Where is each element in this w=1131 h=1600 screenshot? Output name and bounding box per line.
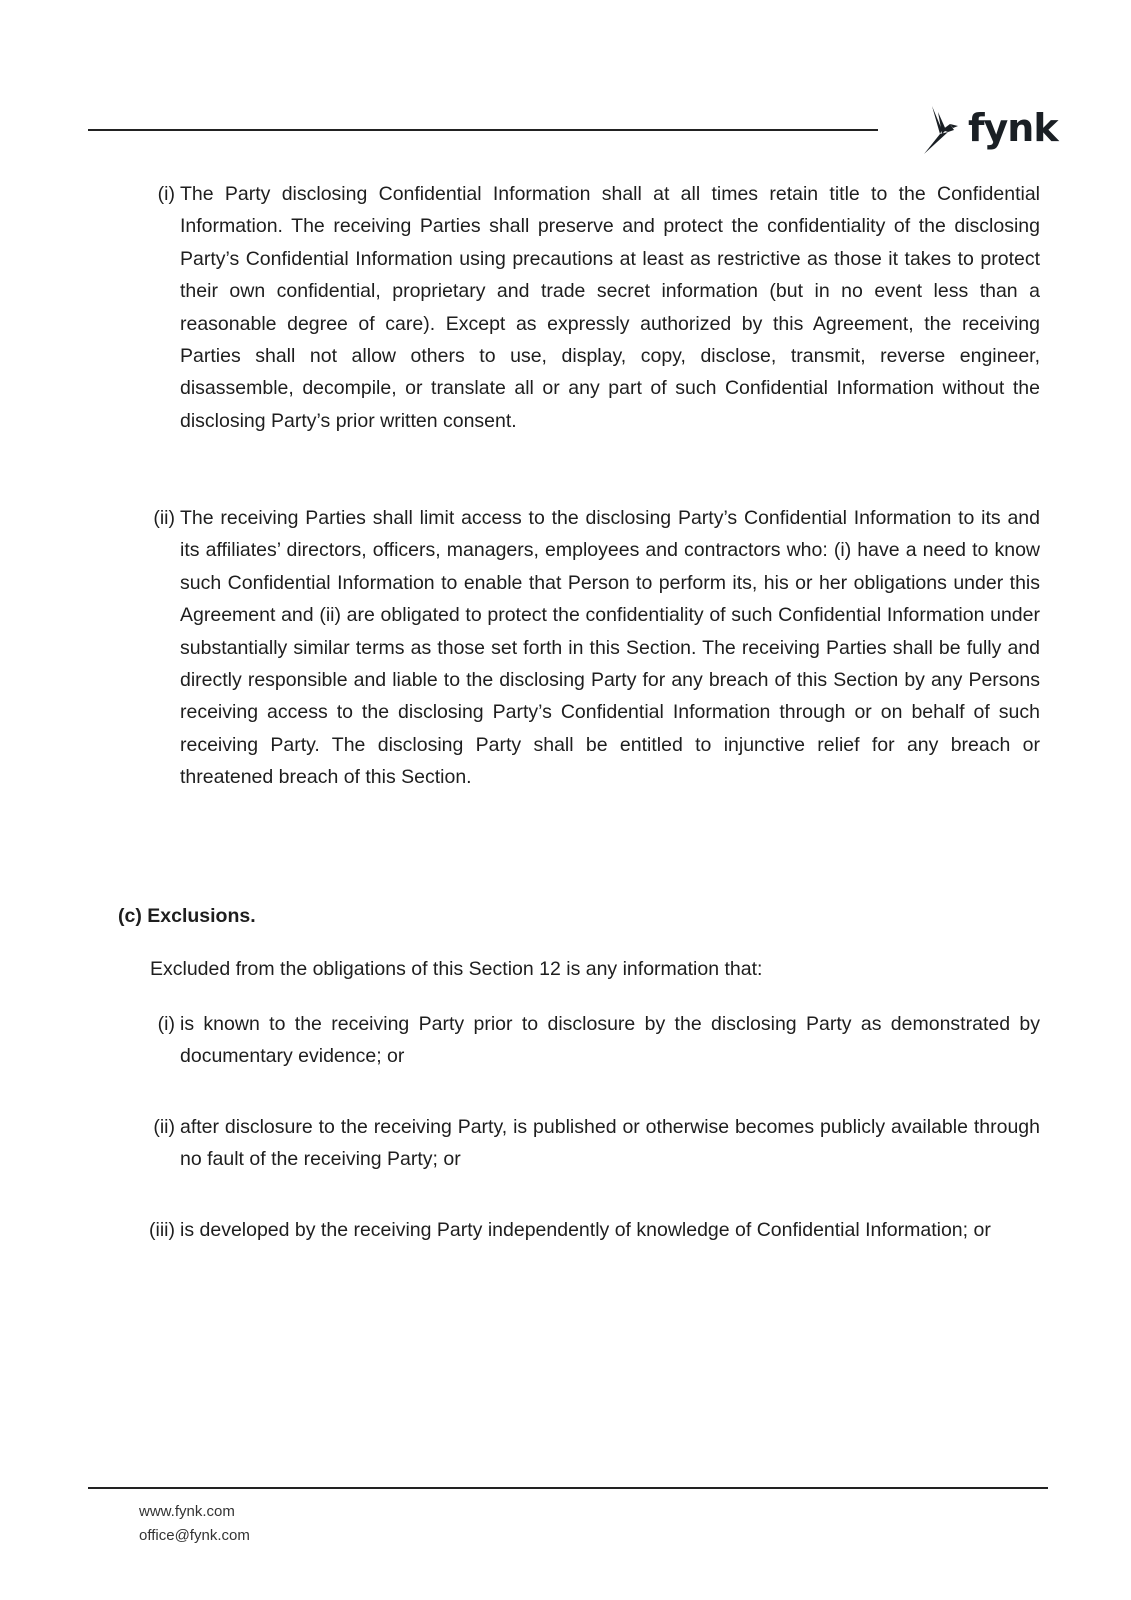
footer-divider: [88, 1487, 1048, 1489]
bird-icon: [920, 104, 966, 156]
footer-email[interactable]: office@fynk.com: [139, 1527, 250, 1544]
section-intro: Excluded from the obligations of this Section 12 is any information that:: [150, 958, 763, 980]
fynk-logo: [920, 104, 1058, 156]
item-marker: (ii): [153, 507, 175, 529]
clause-b-item-ii: The receiving Parties shall limit access to the disclosing Party’s Confidential Information to its and its affiliates’ directors, officers, managers, employees and contractors who: (i) have a need to know such Confidential Information to enable that Person to perform its, his or her obligations under this Agreement and (ii) are obligated to protect the confidentiality of such Confidential Information under substantially similar terms as those set forth in this Section. The receiving Parties shall be fully and directly responsible and liable to the disclosing Party for any breach of this Section by any Persons receiving access to the disclosing Party’s Confidential Information through or on behalf of such receiving Party. The disclosing Party shall be entitled to injunctive relief for any breach or threatened breach of this Section.: [180, 507, 1040, 789]
item-marker: (i): [157, 1013, 175, 1035]
clause-b-item-i: The Party disclosing Confidential Information shall at all times retain title to the Confidential Information. The receiving Parties shall preserve and protect the confidentiality of the disclosing Party’s Confidential Information using precautions at least as restrictive as those it takes to protect their own confidential, proprietary and trade secret information (but in no event less than a reasonable degree of care). Except as expressly authorized by this Agreement, the receiving Parties shall not allow others to use, display, copy, disclose, transmit, reverse engineer, disassemble, decompile, or translate all or any part of such Confidential Information without the disclosing Party’s prior written consent.: [180, 183, 1040, 432]
exclusion-item-ii: after disclosure to the receiving Party, is published or otherwise becomes publicly available through no fault of the receiving Party; or: [180, 1116, 1040, 1171]
section-heading: (c) Exclusions.: [118, 905, 256, 927]
exclusion-item-iii: is developed by the receiving Party independently of knowledge of Confidential Information; or: [180, 1219, 991, 1241]
header-divider: [88, 129, 878, 131]
item-marker: (iii): [149, 1219, 175, 1241]
logo-text: fynk: [968, 106, 1058, 150]
item-marker: (ii): [153, 1116, 175, 1138]
item-marker: (i): [157, 183, 175, 205]
footer-website[interactable]: www.fynk.com: [139, 1503, 235, 1520]
exclusion-item-i: is known to the receiving Party prior to disclosure by the disclosing Party as demonstrated by documentary evidence; or: [180, 1013, 1040, 1068]
